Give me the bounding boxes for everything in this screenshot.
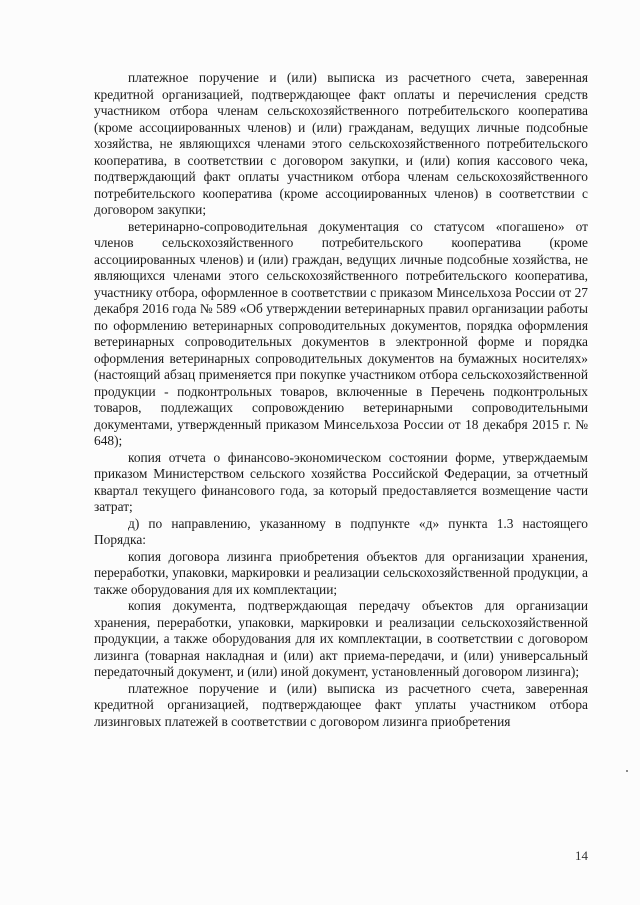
paragraph-veterinary-docs: ветеринарно-сопроводительная документация со статусом «погашено» от членов сельскохозяйственного потребительского кооператива (кроме ассоциированных членов) и (или) граждан, ведущих личные подсобные хозяйства, не являющихся членами этого сельскохозяйственного потребительского кооператива, участнику отбора, оформленное в соответствии с приказом Минсельхоза России от 27 декабря 2016 года № 589 «Об утверждении ветеринарных правил организации работы по оформлению ветеринарных сопроводительных документов, порядка оформления ветеринарных сопроводительных документов в электронной форме и порядка оформления ветеринарных сопроводительных документов на бумажных носителях» (настоящий абзац применяется при покупке участником отбора сельскохозяйственной продукции - подконтрольных товаров, включенные в Перечень подконтрольных товаров, подлежащих сопровождению ветеринарными сопроводительными документами, утвержденный приказом Минсельхоза России от 18 декабря 2015 г. № 648); bbox=[94, 218, 588, 448]
paragraph-leasing-payment: платежное поручение и (или) выписка из расчетного счета, заверенная кредитной организацией, подтверждающее факт уплаты участником отбора лизинговых платежей в соответствии с договором лизинга приобретения bbox=[94, 680, 588, 729]
paragraph-leasing-contract: копия договора лизинга приобретения объектов для организации хранения, переработки, упаковки, маркировки и реализации сельскохозяйственной продукции, а также оборудования для их комплектации; bbox=[94, 548, 588, 597]
page-number: 14 bbox=[575, 848, 588, 863]
paragraph-subsection-d: д) по направлению, указанному в подпункте «д» пункта 1.3 настоящего Порядка: bbox=[94, 515, 588, 547]
document-body bbox=[94, 70, 588, 730]
scan-artifact-dot bbox=[626, 770, 628, 772]
paragraph-transfer-document: копия документа, подтверждающая передачу объектов для организации хранения, переработки, упаковки, маркировки и реализации сельскохозяйственной продукции, а также оборудования для их комплектации, в соответствии с договором лизинга (товарная накладная и (или) акт приема-передачи, и (или) универсальный передаточный документ, и (или) иной документ, установленный договором лизинга); bbox=[94, 598, 588, 679]
paragraph-financial-report: копия отчета о финансово-экономическом состоянии форме, утверждаемым приказом Министерством сельского хозяйства Российской Федерации, за отчетный квартал текущего финансового года, за который предоставляется возмещение части затрат; bbox=[94, 449, 588, 514]
paragraph-payment-order: платежное поручение и (или) выписка из расчетного счета, заверенная кредитной организацией, подтверждающее факт оплаты и перечисления средств участником отбора членам сельскохозяйственного потребительского кооператива (кроме ассоциированных членов) и (или) гражданам, ведущих личные подсобные хозяйства, не являющихся членами этого сельскохозяйственного потребительского кооператива, в соответствии с договором закупки, и (или) копия кассового чека, подтверждающий факт оплаты участником отбора членам сельскохозяйственного потребительского кооператива (кроме ассоциированных членов) в соответствии с договором закупки; bbox=[94, 70, 588, 217]
